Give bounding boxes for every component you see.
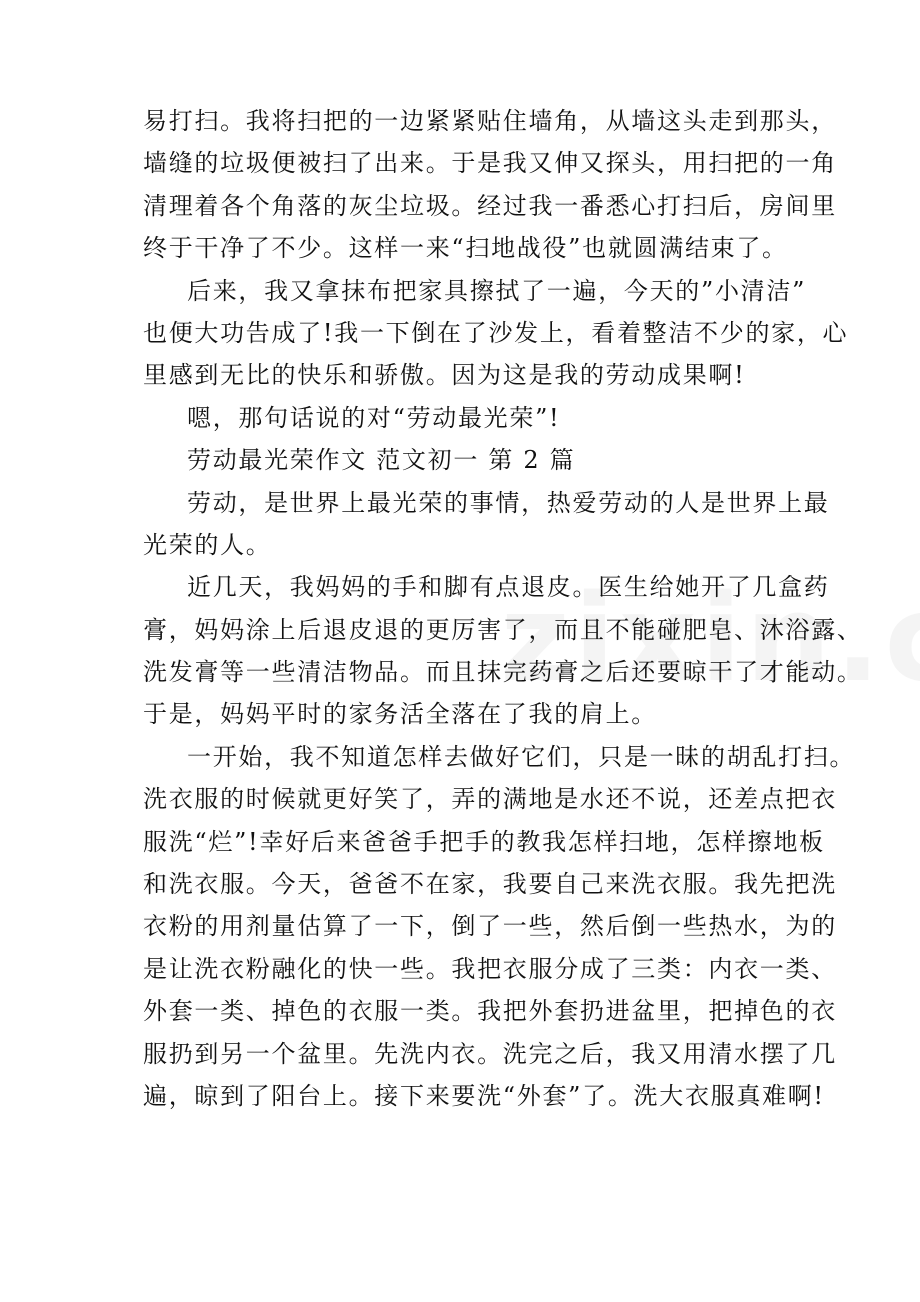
paragraph [143,482,830,567]
text-line: 外套一类、掉色的衣服一类。我把外套扔进盆里，把掉色的衣 [143,997,837,1026]
section-heading [143,439,783,481]
text-line: 终于干净了不少。这样一来“扫地战役”也就圆满结束了。 [143,234,788,263]
text-line: 于是，妈妈平时的家务活全落在了我的肩上。 [143,700,657,729]
document-body [143,100,863,1117]
text-line: 洗发膏等一些清洁物品。而且抹完药膏之后还要晾干了才能动。 [143,658,863,687]
text-line: 后来，我又拿抹布把家具擦拭了一遍，今天的”小清洁” [187,276,807,305]
text-line: 服洗“烂”!幸好后来爸爸手把手的教我怎样扫地，怎样擦地板 [143,827,825,856]
text-line: 衣粉的用剂量估算了一下，倒了一些，然后倒一些热水，为的 [143,912,837,941]
paragraph [143,100,837,270]
text-line: 清理着各个角落的灰尘垃圾。经过我一番悉心打扫后，房间里 [143,191,837,220]
text-line: 也便大功告成了!我一下倒在了沙发上，看着整洁不少的家，心 [143,318,849,347]
text-line: 是让洗衣粉融化的快一些。我把衣服分成了三类：内衣一类、 [143,954,837,983]
paragraph [143,566,863,736]
paragraph [143,270,849,397]
text-line: 膏，妈妈涂上后退皮退的更厉害了，而且不能碰肥皂、沐浴露、 [143,615,863,644]
paragraph [143,736,856,1118]
text-line: 一开始，我不知道怎样去做好它们，只是一昧的胡乱打扫。 [187,742,856,771]
text-line: 洗衣服的时候就更好笑了，弄的满地是水还不说，还差点把衣 [143,785,837,814]
text-line: 近几天，我妈妈的手和脚有点退皮。医生给她开了几盒药 [187,573,830,602]
heading-line: 劳动最光荣作文 范文初一 第 2 篇 [187,446,576,475]
text-line: 服扔到另一个盆里。先洗内衣。洗完之后，我又用清水摆了几 [143,1039,837,1068]
text-line: 光荣的人。 [143,530,272,559]
text-line: 遍，晾到了阳台上。接下来要洗“外套”了。洗大衣服真难啊! [143,1081,825,1110]
text-line: 里感到无比的快乐和骄傲。因为这是我的劳动成果啊! [143,361,746,390]
text-line: 劳动，是世界上最光荣的事情，热爱劳动的人是世界上最 [187,488,830,517]
text-line: 嗯，那句话说的对“劳动最光荣”! [187,403,561,432]
text-line: 易打扫。我将扫把的一边紧紧贴住墙角，从墙这头走到那头， [143,107,837,135]
text-line: 和洗衣服。今天，爸爸不在家，我要自己来洗衣服。我先把洗 [143,870,837,899]
text-line: 墙缝的垃圾便被扫了出来。于是我又伸又探头，用扫把的一角 [143,149,837,178]
paragraph [143,397,783,439]
